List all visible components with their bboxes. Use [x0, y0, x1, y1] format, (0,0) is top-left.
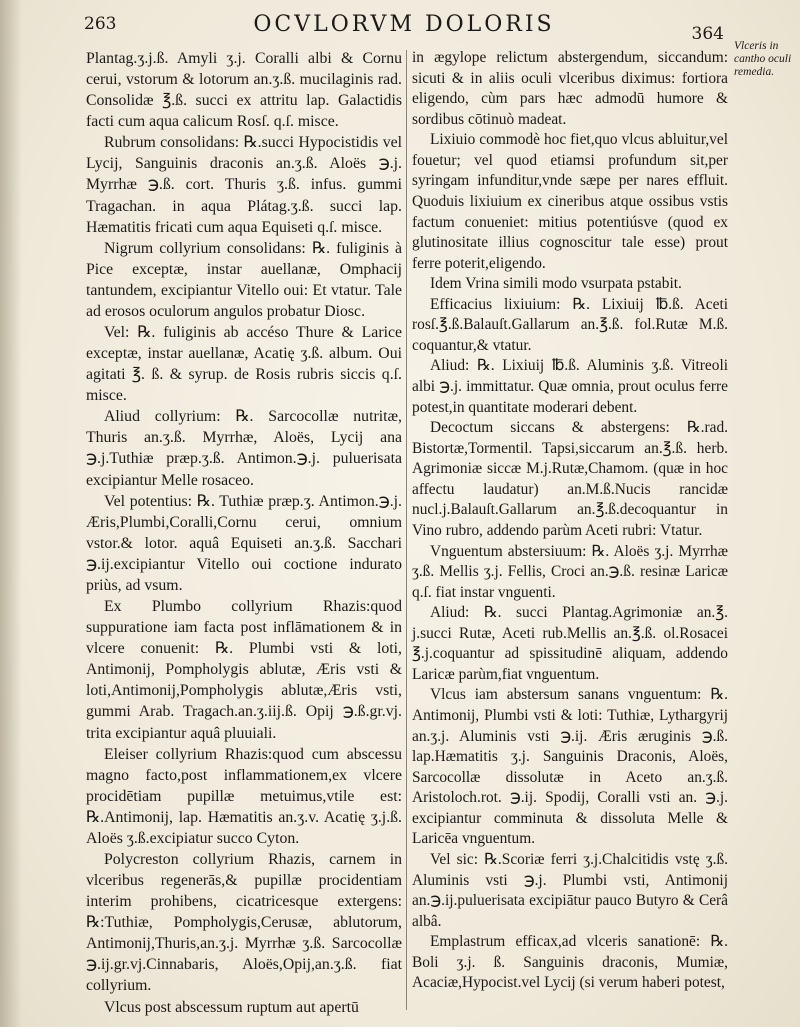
- paragraph: Vel potentius: ℞. Tuthiæ præp.ʒ. Antimon.℈.j. Æris,Plumbi,Coralli,Cornu cerui, omnium vstor.& lotor. aquâ Equiseti an.ʒ.ß. Sacchari ℈.ij.excipiantur Vitello oui coctione indurato priùs, ad vsum.: [86, 492, 402, 594]
- paragraph: Decoctum siccans & abstergens: ℞.rad. Bistortæ,Tormentil. Tapsi,siccarum an.℥.ß. herb. Agrimoniæ siccæ M.j.Rutæ,Chamom. (quæ in hoc affectu laudatur) an.M.ß.Nucis rancidæ nucl.j.Balauſt.Gallarum an.℥.ß.decoquantur in Vino rubro, addendo parùm Aceti rubri: Vtatur.: [412, 419, 728, 539]
- paragraph: Vel sic: ℞.Scoriæ ferri ʒ.j.Chalcitidis vstę ʒ.ß. Aluminis vsti ℈.j. Plumbi vsti, Antimonij an.℈.ij.puluerisata excipiātur pauco Butyro & Cerâ albâ.: [412, 850, 728, 930]
- page-number-right: 364: [691, 24, 724, 44]
- left-column: [86, 48, 402, 1018]
- paragraph: Ex Plumbo collyrium Rhazis:quod suppuratione iam facta post inflāmationem & in vlcere conuenit: ℞. Plumbi vsti & loti, Antimonij, Pompholygis ablutæ, Æris vsti & loti,Antimonij,Pompholygis ablutæ,Æris vsti, gummi Arab. Tragach.an.ʒ.iij.ß. Opij ℈.ß.gr.vj. trita excipiantur aquâ pluuiali.: [86, 598, 402, 742]
- paragraph: Aliud: ℞. Lixiuij ℔.ß. Aluminis ʒ.ß. Vitreoli albi ℈.j. immittatur. Quæ omnia, prout oculus ferre potest,in quantitate moderari debent.: [412, 357, 728, 416]
- paragraph: Vel: ℞. fuliginis ab accéso Thure & Larice exceptæ, instar auellanæ, Acatię ʒ.ß. album. Oui agitati ℥. ß. & syrup. de Rosis rubris siccis q.ſ. misce.: [86, 324, 402, 405]
- gutter-shadow: [0, 0, 22, 1027]
- paragraph: Vnguentum abstersiuum: ℞. Aloës ʒ.j. Myrrhæ ʒ.ß. Mellis ʒ.j. Fellis, Croci an.℈.ß. resinæ Laricæ q.ſ. fiat instar vnguenti.: [412, 542, 728, 601]
- paragraph: in ægylope relictum abstergendum, siccandum: sicuti & in aliis oculi vlceribus diximus: fortiora eligendo, cùm pars hæc admodū humore & sordibus cōtinuò madeat.: [412, 49, 728, 128]
- paragraph: Nigrum collyrium consolidans: ℞. fuliginis à Pice exceptæ, instar auellanæ, Omphacij tantundem, excipiantur Vitello oui: Et vtatur. Tale ad erosos oculorum angulos probatur Diosc.: [86, 239, 402, 320]
- page-number-left: 263: [84, 14, 117, 34]
- paragraph: Eleiser collyrium Rhazis:quod cum abscessu magno facto,post inflammationem,ex vlcere procidētiam pupillæ metuimus,vtile est: ℞.Antimonij, lap. Hæmatitis an.ʒ.v. Acatię ʒ.j.ß. Aloës ʒ.ß.excipiatur succo Cyton.: [86, 745, 402, 847]
- running-title: OCVLORVM DOLORIS: [253, 12, 555, 37]
- margin-note: Vlceris in cantho oculi remedia.: [734, 40, 792, 78]
- paragraph: Aliud collyrium: ℞. Sarcocollæ nutritæ, Thuris an.ʒ.ß. Myrrhæ, Aloës, Lycij ana ℈.j.Tuthiæ præp.ʒ.ß. Antimon.℈.j. puluerisata excipiantur Melle rosaceo.: [86, 408, 402, 489]
- paragraph: Emplastrum efficax,ad vlceris sanationē: ℞. Boli ʒ.j. ß. Sanguinis draconis, Mumiæ, Acaciæ,Hypocist.vel Lycij (si verum haberi potest,: [412, 933, 728, 992]
- paragraph: Efficacius lixiuium: ℞. Lixiuij ℔.ß. Aceti rosſ.℥.ß.Balauſt.Gallarum an.℥.ß. fol.Rutæ M.ß. coquantur,& vtatur.: [412, 295, 728, 354]
- right-column: [412, 48, 728, 994]
- paragraph: Idem Vrina simili modo vsurpata pstabit.: [430, 275, 682, 293]
- paragraph: Aliud: ℞. succi Plantag.Agrimoniæ an.℥. j.succi Rutæ, Aceti rub.Mellis an.℥.ß. ol.Rosacei ℥.j.coquantur ad spissitudinē aliquam, addendo Laricæ parùm,fiat vnguentum.: [412, 604, 728, 683]
- paragraph: Polycreston collyrium Rhazis, carnem in vlceribus regenerās,& pupillæ procidentiam interim prohibens, cicatricesque extergens: ℞:Tuthiæ, Pompholygis,Cerusæ, ablutorum, Antimonij,Thuris,an.ʒ.j. Myrrhæ ʒ.ß. Sarcocollæ ℈.ij.gr.vj.Cinnabaris, Aloës,Opij,an.ʒ.ß. fiat collyrium.: [86, 850, 402, 995]
- paragraph: Plantag.ʒ.j.ß. Amyli ʒ.j. Coralli albi & Cornu cerui, vstorum & lotorum an.ʒ.ß. mucilaginis rad. Consolidæ ℥.ß. succi ex attritu lap. Galactidis facti cum aqua calicum Rosſ. q.ſ. misce.: [86, 50, 402, 131]
- column-divider: [406, 50, 407, 1010]
- paragraph: Vlcus iam abstersum sanans vnguentum: ℞. Antimonij, Plumbi vsti & loti: Tuthiæ, Lythargyrij an.ʒ.j. Aluminis vsti ℈.ij. Æris æruginis ℈.ß. lap.Hæmatitis ʒ.j. Sanguinis Draconis, Aloës, Sarcocollæ dissolutæ in Aceto an.ʒ.ß. Aristoloch.rot. ℈.ij. Spodij, Coralli vsti an. ℈.j. excipiantur comminuta & dissoluta Melle & Laricēa vnguentum.: [412, 686, 728, 848]
- paragraph: Rubrum consolidans: ℞.succi Hypocistidis vel Lycij, Sanguinis draconis an.ʒ.ß. Aloës ℈.j. Myrrhæ ℈.ß. cort. Thuris ʒ.ß. infus. gummi Tragachan. in aqua Plátag.ʒ.ß. succi lap. Hæmatitis fricati cum aqua Equiseti q.ſ. misce.: [86, 134, 402, 236]
- paragraph: Vlcus post abscessum ruptum aut apertū: [104, 998, 359, 1016]
- page-header: [84, 12, 724, 42]
- paragraph: Lixiuio commodè hoc fiet,quo vlcus abluitur,vel fouetur; vel quod etiamsi profundum sit,per syringam infunditur,vnde sæpe per nares effluit. Quoduis lixiuium ex cineribus atque ossibus vstis factum conueniet: mitius potentiúsve (quod ex glutinositate illius cognoscitur tale esse) prout ferre poterit,eligendo.: [412, 131, 728, 272]
